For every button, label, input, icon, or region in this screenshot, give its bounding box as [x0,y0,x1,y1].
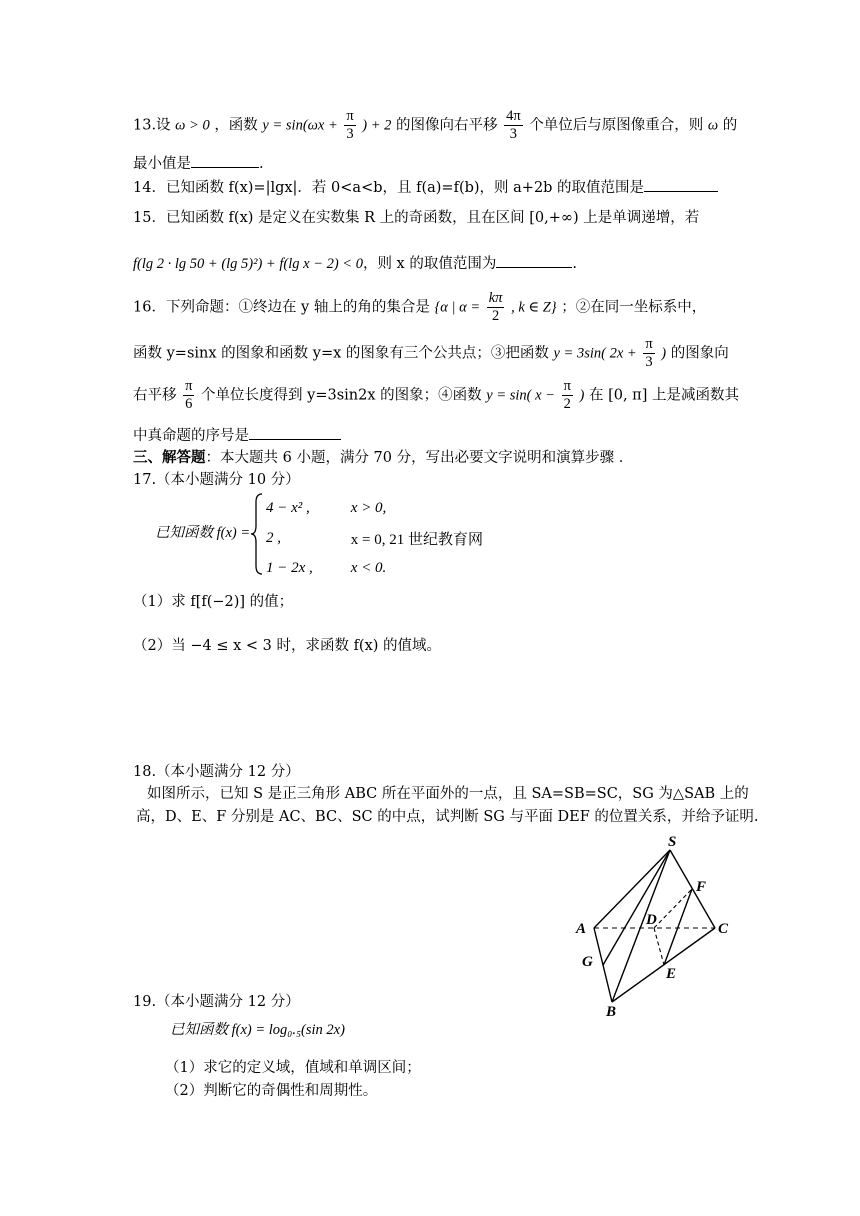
q17-case2-cond: x = 0, 21 世纪教育网 [350,531,483,548]
q16-frac-pi-2: $\frac{\pi}{2}$ [563,378,571,412]
q16-frac-kpi-2: $\frac{k\pi}{2}$ [488,290,503,324]
q19-sub2-text: （2）判断它的奇偶性和周期性。 [165,1083,378,1099]
q13-text-c: 个单位后与原图像重合，则 [529,117,704,134]
q13-omega: ω [707,117,719,134]
q13-frac-4pi-3: $\frac{4\pi}{3}$ [506,108,521,142]
q17-case1-cond: x > 0, [350,499,387,516]
label-F: F [696,879,707,895]
q18-line2 [136,805,759,826]
q16-line2 [133,336,729,371]
q15-inequality: f(lg 2 · lg 50 + (lg 5)²) + f(lg x − 2) < 0 [133,256,363,272]
q16-text-1: 16．下列命题：①终边在 y 轴上的角的集合是 [133,299,430,316]
q13-text-a: ，函数 [214,117,258,134]
q13-function-end: ) + 2 [362,117,392,134]
q16-answer-blank[interactable] [249,425,341,440]
q16-set-b: , k ∈ Z} [511,299,557,316]
q18-line1 [147,782,749,803]
q17-header-text: 17.（本小题满分 10 分） [133,472,300,488]
q16-text-5: 右平移 [133,387,177,404]
section3-line [133,446,633,467]
q17-lead [155,521,250,542]
q16-text-2: ；②在同一坐标系中， [561,299,707,316]
q13-frac-pi-3: $\frac{\pi}{3}$ [346,108,354,142]
q13-answer-blank[interactable] [191,153,259,168]
q18-text-1: 如图所示，已知 S 是正三角形 ABC 所在平面外的一点，且 SA=SB=SC，SG 为△SAB 上的 [147,786,749,802]
q15-line1 [133,206,699,227]
q18-pyramid-figure [570,832,740,1022]
q16-fn-1: y = 3sin( 2x + [553,345,637,362]
q16-fn-1-end: ) [661,345,667,362]
q16-set-a: {α | α = [434,299,481,316]
q18-text-2: 高，D、E、F 分别是 AC、BC、SC 的中点，试判断 SG 与平面 DEF 的位置关系，并给予证明. [136,809,759,825]
q16-frac-pi-6: $\frac{\pi}{6}$ [185,378,193,412]
q19-sub1 [165,1056,421,1077]
q19-lead [170,1018,345,1039]
q17-case3-expr: 1 − 2x , [266,559,313,576]
q16-text-6: 个单位长度得到 y=3sin2x 的图象；④函数 [201,387,482,404]
q17-case-row [262,524,491,554]
q13-line2-text: 最小值是 [133,156,191,172]
label-D: D [646,912,657,928]
label-B: B [606,1004,617,1020]
q19-sub1-text: （1）求它的定义域，值域和单调区间； [165,1060,421,1076]
q15-line2 [133,252,577,273]
q16-frac-pi-3: $\frac{\pi}{3}$ [645,336,653,370]
q17-sub2-text: （2）当 −4 ≤ x < 3 时，求函数 f(x) 的值域。 [133,638,442,654]
q16-line4 [133,424,341,445]
q13-line2 [133,152,264,173]
q13-condition: ω > 0 [175,117,210,134]
section3-title: 三、解答题 [133,449,206,466]
q15-answer-blank[interactable] [496,253,572,268]
label-A: A [576,921,587,937]
q17-case-row [262,554,491,584]
q13-period: . [259,156,264,172]
q14-answer-blank[interactable] [644,177,718,192]
segment-DE-dashed [654,928,664,965]
q16-fn-2-end: ) [579,387,585,404]
q16-fn-2: y = sin( x − [486,387,555,404]
edge-SC [670,850,715,928]
q19-sub2 [165,1079,377,1100]
q17-case-row [262,494,491,524]
q14-line [133,176,718,197]
q16-line1 [133,290,706,325]
q17-case3-cond: x < 0. [350,559,387,576]
q16-text-8: 中真命题的序号是 [133,428,249,444]
segment-FE [664,889,692,965]
q13-text-d: 的 [722,117,738,134]
q15-period: . [572,256,577,272]
q14-text: 14．已知函数 f(x)=|lgx|．若 0<a<b，且 f(a)=f(b)，则 a+2b 的取值范围是 [133,180,645,196]
section3-text: ：本大题共 6 小题，满分 70 分，写出必要文字说明和演算步骤 ． [205,450,634,466]
segment-DF-dashed [654,889,692,928]
label-S: S [668,834,677,850]
q17-sub2 [133,634,441,655]
q19-header [133,990,300,1011]
q13-line1 [133,108,737,143]
q19-header-text: 19.（本小题满分 12 分） [133,994,300,1010]
label-E: E [666,966,677,982]
q17-case2-expr: 2 , [266,529,281,546]
q17-function-lead: 已知函数 f(x) = [155,525,251,541]
q15-text-2: ，则 x 的取值范围为 [362,256,497,272]
edge-SB [612,850,670,1002]
q13-function: y = sin(ωx + [262,117,338,134]
q19-function-lead: 已知函数 f(x) = log₀.₅(sin 2x) [170,1022,345,1038]
q17-header [133,468,300,489]
q17-sub1 [133,590,293,611]
q16-text-3: 函数 y=sinx 的图象和函数 y=x 的图象有三个公共点；③把函数 [133,345,549,362]
q16-text-7: 在 [0, π] 上是减函数其 [588,387,739,404]
q13-text-b: 的图像向右平移 [396,117,498,134]
q16-line3 [133,378,739,413]
q15-text-1: 15．已知函数 f(x) 是定义在实数集 R 上的奇函数，且在区间 [0,+∞) 上是单调递增，若 [133,210,700,226]
q17-cases-table [262,494,491,584]
label-C: C [718,921,729,937]
q18-header-text: 18.（本小题满分 12 分） [133,764,300,780]
q18-header [133,760,300,781]
q17-case1-expr: 4 − x² , [266,499,310,516]
label-G: G [582,954,593,970]
q13-label: 13.设 [133,117,171,134]
q16-text-4: 的图象向 [670,345,729,362]
q17-sub1-text: （1）求 f[f(−2)] 的值； [133,594,294,610]
